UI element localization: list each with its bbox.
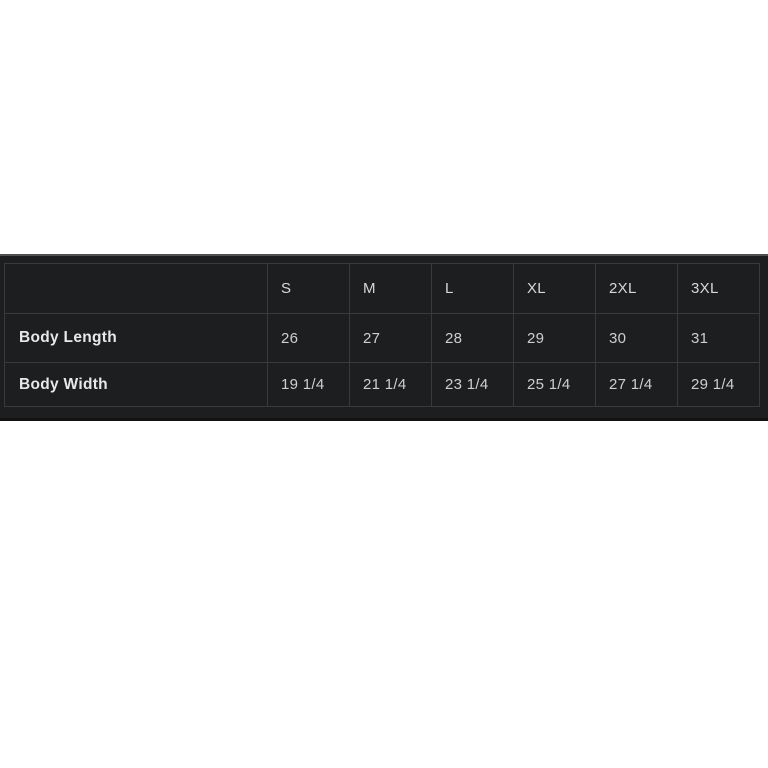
body-length-row — [5, 314, 760, 363]
column-header-s: S — [268, 264, 350, 314]
body-length-value-2xl: 30 — [596, 314, 678, 363]
row-label-body-width: Body Width — [5, 363, 268, 407]
body-length-value-3xl: 31 — [678, 314, 760, 363]
body-width-value-2xl: 27 1/4 — [596, 363, 678, 407]
column-header-xl: XL — [514, 264, 596, 314]
body-width-row — [5, 363, 760, 407]
column-header-m: M — [350, 264, 432, 314]
column-header-3xl: 3XL — [678, 264, 760, 314]
size-chart-header-row — [5, 264, 760, 314]
body-length-value-m: 27 — [350, 314, 432, 363]
body-width-value-xl: 25 1/4 — [514, 363, 596, 407]
body-width-value-s: 19 1/4 — [268, 363, 350, 407]
body-length-value-l: 28 — [432, 314, 514, 363]
column-header-l: L — [432, 264, 514, 314]
body-width-value-m: 21 1/4 — [350, 363, 432, 407]
body-width-value-l: 23 1/4 — [432, 363, 514, 407]
size-chart-corner-cell — [5, 264, 268, 314]
body-length-value-xl: 29 — [514, 314, 596, 363]
size-chart-section — [0, 254, 768, 421]
body-width-value-3xl: 29 1/4 — [678, 363, 760, 407]
column-header-2xl: 2XL — [596, 264, 678, 314]
row-label-body-length: Body Length — [5, 314, 268, 363]
body-length-value-s: 26 — [268, 314, 350, 363]
size-chart-table — [4, 263, 760, 407]
